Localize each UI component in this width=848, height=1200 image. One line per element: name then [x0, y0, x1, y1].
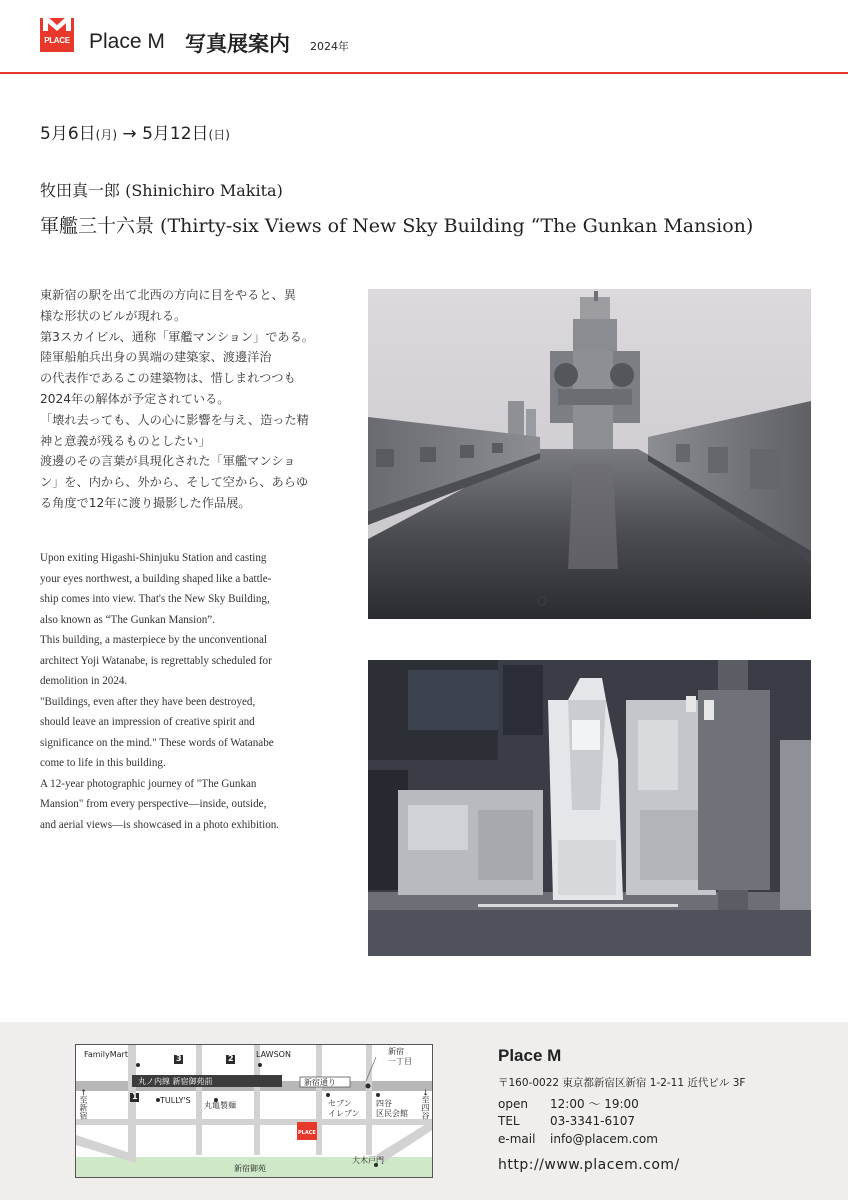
header-title: 写真展案内 [185, 32, 290, 56]
map-exit-3: 3 [176, 1054, 182, 1063]
map-label-tullys: TULLY'S [160, 1096, 191, 1105]
logo-text: PLACE [44, 36, 70, 45]
place-m-logo[interactable] [40, 18, 74, 52]
jp-line: 渡邊のその言葉が具現化された「軍艦マンショ [40, 454, 296, 469]
map-exit-2: 2 [228, 1054, 234, 1063]
logo-m-mark [40, 18, 74, 52]
en-line: significance on the mind." These words of Watanabe [40, 736, 274, 749]
hours-label: open [498, 1097, 528, 1111]
end-day-of-week: (日) [208, 128, 230, 142]
en-line: come to life in this building. [40, 757, 166, 769]
en-line: Mansion" from every perspective—inside, outside, [40, 798, 267, 810]
tel-label: TEL [498, 1114, 520, 1128]
venue-email [498, 1132, 658, 1146]
venue-tel [498, 1114, 635, 1128]
access-map[interactable] [75, 1044, 433, 1178]
en-line: A 12-year photographic journey of "The Gunkan [40, 777, 257, 790]
en-line: This building, a masterpiece by the unconventional [40, 634, 268, 646]
en-line: and aerial views—is showcased in a photo exhibition. [40, 818, 280, 831]
map-label-marugame: 丸亀製麺 [204, 1101, 236, 1110]
venue-address: 〒160-0022 東京都新宿区新宿 1-2-11 近代ビル 3F [498, 1077, 746, 1089]
jp-line: る角度で12年に渡り撮影した作品展。 [40, 495, 251, 510]
end-date: 5月12日 [142, 124, 209, 144]
map-label-lawson: LAWSON [256, 1050, 291, 1059]
map-label-to-yotsuya: →至四谷 [421, 1089, 430, 1120]
jp-line: 様な形状のビルが現れる。 [40, 308, 187, 323]
map-label-gyoen: 新宿御苑 [234, 1164, 266, 1173]
en-line: should leave an impression of creative spirit and [40, 716, 255, 728]
photo-rooftop [368, 289, 811, 619]
jp-line: 神と意義が残るものとしたい」 [40, 433, 211, 448]
date-arrow: → [122, 124, 137, 144]
en-line: demolition in 2024. [40, 675, 128, 687]
en-line: also known as “The Gunkan Mansion”. [40, 613, 215, 626]
artist-name: 牧田真一郎 (Shinichiro Makita) [40, 181, 283, 200]
en-line: "Buildings, even after they have been destroyed, [40, 695, 256, 708]
header-divider [0, 72, 848, 74]
map-place-m-logo [297, 1122, 317, 1140]
description-japanese [40, 285, 330, 514]
exhibition-dates [40, 119, 230, 144]
jp-line: 東新宿の駅を出て北西の方向に目をやると、異 [40, 288, 296, 302]
website-link[interactable]: http://www.placem.com/ [498, 1157, 680, 1173]
jp-line: 陸軍船舶兵出身の異端の建築家、渡邊洋治 [40, 350, 272, 365]
map-label-seven-eleven: セブン イレブン [328, 1099, 360, 1118]
jp-line: 「壊れ去っても、人の心に影響を与え、造った精 [40, 412, 309, 427]
email-label: e-mail [498, 1132, 536, 1146]
en-line: your eyes northwest, a building shaped like a battle- [40, 572, 272, 585]
description-english [40, 548, 340, 835]
exhibition-title: 軍艦三十六景 (Thirty-six Views of New Sky Building “The Gunkan Mansion) [40, 215, 754, 237]
email-link[interactable]: info@placem.com [550, 1132, 658, 1146]
en-line: ship comes into view. That's the New Sky Building, [40, 593, 270, 605]
map-label-okido-gate: 大木戸門 [352, 1156, 384, 1165]
map-logo-text: PLACE [298, 1130, 316, 1136]
venue-hours [498, 1095, 639, 1112]
jp-line: の代表作であるこの建築物は、惜しまれつつも [40, 371, 296, 386]
header-year: 2024年 [310, 40, 349, 53]
hours-value: 12:00 〜 19:00 [550, 1097, 639, 1111]
page-header [0, 0, 848, 74]
header-gallery-name: Place M [89, 30, 165, 53]
start-date: 5月6日 [40, 124, 96, 144]
jp-line: ン」を、内から、外から、そして空から、あらゆ [40, 475, 309, 490]
map-label-to-shinjuku: ←至新宿 [79, 1089, 88, 1120]
map-street-label: 新宿通り [304, 1078, 336, 1087]
photo-aerial [368, 660, 811, 956]
en-line: architect Yoji Watanabe, is regrettably scheduled for [40, 654, 272, 667]
en-line: Upon exiting Higashi-Shinjuku Station and casting [40, 552, 267, 564]
map-label-yotsuya-hall: 四谷 区民会館 [376, 1099, 408, 1118]
map-label-shinjuku-itchome: 新宿 一丁目 [388, 1047, 412, 1066]
venue-name: Place M [498, 1046, 562, 1065]
start-day-of-week: (月) [95, 128, 118, 142]
map-exit-1: 1 [132, 1092, 138, 1101]
map-label-familymart: FamilyMart [84, 1050, 128, 1059]
tel-value[interactable]: 03-3341-6107 [550, 1114, 636, 1128]
map-station-label: 丸ノ内線 新宿御苑前 [138, 1077, 213, 1086]
jp-line: 2024年の解体が予定されている。 [40, 391, 230, 406]
jp-line: 第3スカイビル、通称「軍艦マンション」である。 [40, 329, 314, 344]
